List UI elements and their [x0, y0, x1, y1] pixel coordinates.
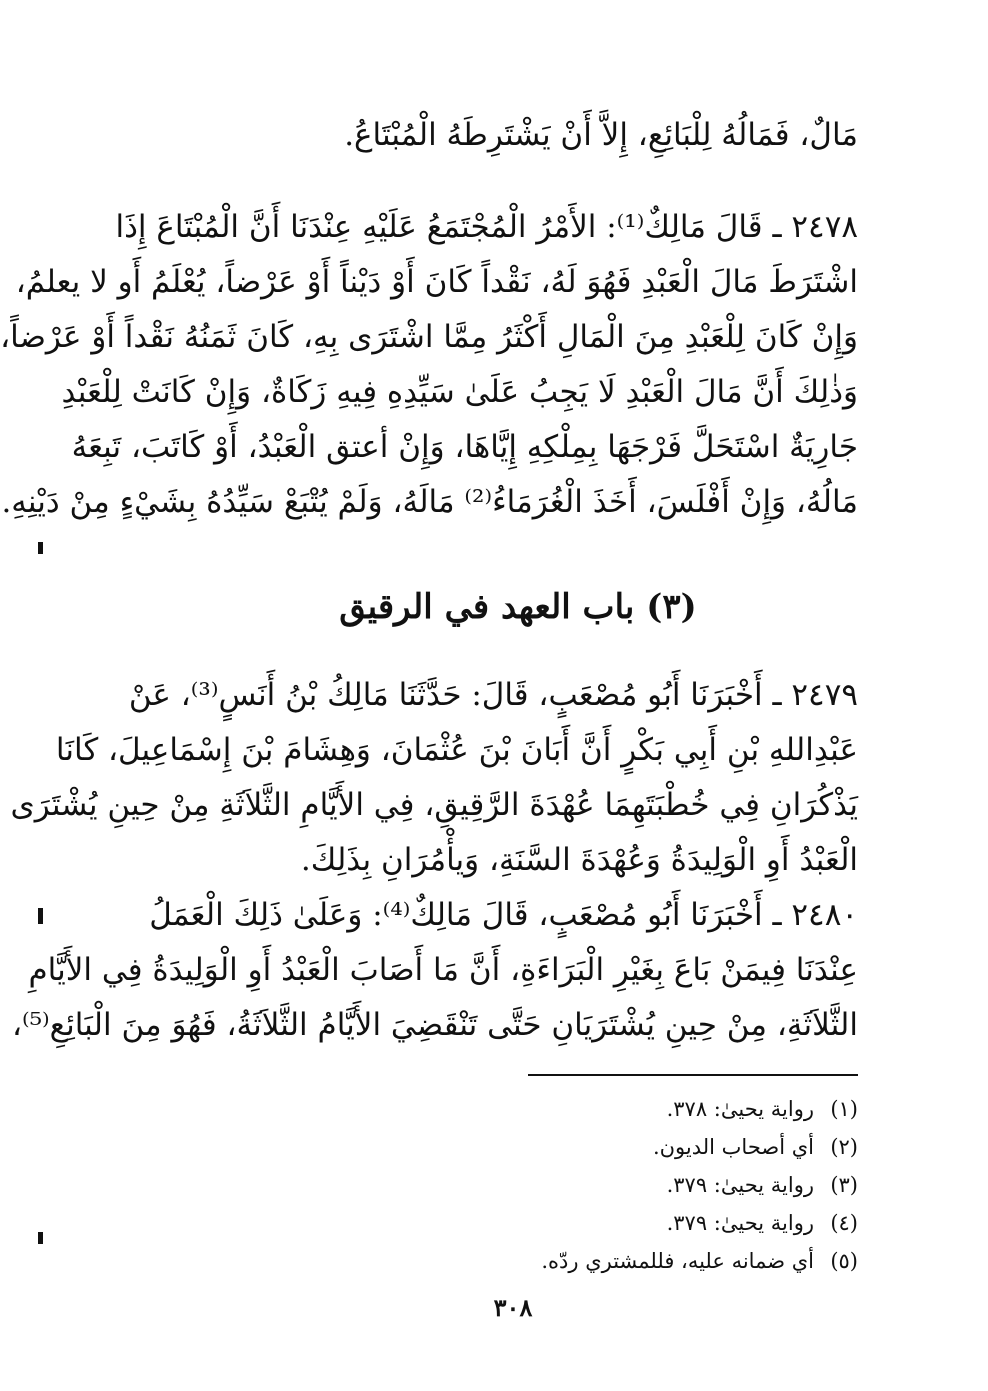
footnote-text: رواية يحيىٰ: ٣٧٩.: [666, 1211, 814, 1235]
text-line: الثَّلاَثَةِ، مِنْ حِينِ يُشْتَرَيَانِ حَتَّى تَنْقَضِيَ الأَيَّامُ الثَّلاَثَةُ، فَهُوَ مِنَ الْبَائِعِ⁽⁵⁾،: [11, 1007, 858, 1043]
text-line: مَالُهُ، وَإِنْ أَفْلَسَ، أَخَذَ الْغُرَمَاءُ⁽²⁾ مَالَهُ، وَلَمْ يُتْبَعْ سَيِّدُهُ بِشَيْءٍ مِنْ دَيْنِهِ.: [1, 484, 858, 520]
text-line: يَذْكُرَانِ فِي خُطْبَتَهِمَا عُهْدَةَ الرَّقِيقِ، فِي الأَيَّامِ الثَّلاَثَةِ مِنْ حِينِ يُشْتَرَى: [10, 787, 858, 823]
paragraph-2479: [10, 668, 858, 888]
text-line: الْعَبْدُ أَوِ الْوَلِيدَةُ وَعُهْدَةَ السَّنَةِ، وَيأْمُرَانِ بِذَلِكَ.: [300, 842, 858, 878]
footnote-text: رواية يحيىٰ: ٣٧٩.: [666, 1173, 814, 1197]
footnote-item: [178, 1204, 858, 1242]
paragraph-2480: [11, 888, 858, 1053]
page-number: ٣٠٨: [493, 1293, 533, 1322]
footnote-number: (٣): [830, 1173, 858, 1197]
text-line: وَذٰلِكَ أَنَّ مَالَ الْعَبْدِ لَا يَجِبُ عَلَىٰ سَيِّدِهِ فِيهِ زَكَاةٌ، وَإِنْ كَانَتْ لِلْعَبْدِ: [61, 374, 858, 410]
paragraph-2478: [0, 200, 858, 530]
scan-edge-mark: [38, 908, 43, 924]
footnotes-list: [178, 1090, 858, 1280]
scan-edge-mark: [38, 1232, 43, 1244]
footnote-number: (١): [830, 1097, 858, 1121]
footnote-item: [178, 1166, 858, 1204]
footnote-divider: [528, 1074, 858, 1076]
text-line: جَارِيَةٌ اسْتَحَلَّ فَرْجَهَا بِمِلْكِهِ إِيَّاهَا، وَإِنْ أعتق الْعَبْدُ، أَوْ كَاتَبَ، تَبِعَهُ: [71, 429, 858, 465]
text-line: اشْتَرَطَ مَالَ الْعَبْدِ فَهُوَ لَهُ، نَقْداً كَانَ أَوْ دَيْناً أَوْ عَرْضاً، يُعْلَمُ أَو لا يعلمُ،: [15, 264, 858, 300]
footnote-item: [178, 1090, 858, 1128]
footnote-item: [178, 1128, 858, 1166]
footnote-text: أي أصحاب الديون.: [652, 1135, 814, 1159]
chapter-heading: (٣) باب العهد في الرقيق: [339, 587, 697, 627]
continuation-line: [178, 108, 858, 163]
footnote-text: رواية يحيىٰ: ٣٧٨.: [666, 1097, 814, 1121]
text-line: ٢٤٨٠ ـ أَخْبَرَنَا أَبُو مُصْعَبٍ، قَالَ مَالِكٌ⁽⁴⁾: وَعَلَىٰ ذَلِكَ الْعَمَلُ: [149, 897, 858, 933]
text-line: مَالٌ، فَمَالُهُ لِلْبَائِعِ، إِلاَّ أَنْ يَشْتَرِطَهُ الْمُبْتَاعُ.: [344, 117, 858, 153]
text-line: عَبْدِاللهِ بْنِ أَبِي بَكْرٍ أَنَّ أَبَانَ بْنَ عُثْمَانَ، وَهِشَامَ بْنَ إِسْمَاعِيلَ، كَانَا: [55, 732, 858, 768]
footnote-number: (٥): [830, 1249, 858, 1273]
text-line: ٢٤٧٨ ـ قَالَ مَالِكٌ⁽¹⁾: الأَمْرُ الْمُجْتَمَعُ عَلَيْهِ عِنْدَنَا أَنَّ الْمُبْتَاعَ إِذَا: [115, 209, 858, 245]
text-line: عِنْدَنَا فِيمَنْ بَاعَ بِغَيْرِ الْبَرَاءَةِ، أَنَّ مَا أَصَابَ الْعَبْدُ أَوِ الْوَلِيدَةُ فِي الأَيَّامِ: [28, 952, 858, 988]
scan-edge-mark: [38, 542, 43, 554]
footnote-text: أي ضمانه عليه، فللمشتري ردّه.: [541, 1249, 814, 1273]
text-line: وَإِنْ كَانَ لِلْعَبْدِ مِنَ الْمَالِ أَكْثَرُ مِمَّا اشْتَرَى بِهِ، كَانَ ثَمَنُهُ نَقْداً أَوْ عَرْضاً،: [0, 319, 858, 355]
footnote-item: [178, 1242, 858, 1280]
footnote-number: (٢): [830, 1135, 858, 1159]
footnote-number: (٤): [830, 1211, 858, 1235]
text-line: ٢٤٧٩ ـ أَخْبَرَنَا أَبُو مُصْعَبٍ، قَالَ: حَدَّثَنَا مَالِكُ بْنُ أَنَسٍ⁽³⁾، عَنْ: [128, 677, 858, 713]
